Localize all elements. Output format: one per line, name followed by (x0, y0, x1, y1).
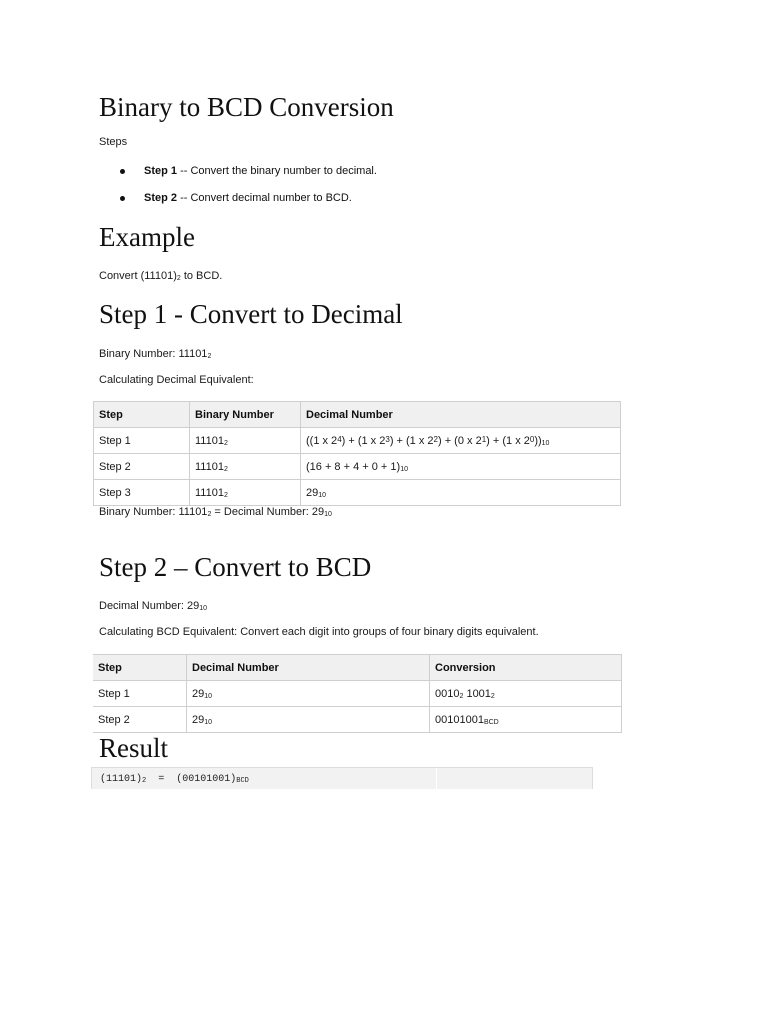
decimal-table (93, 401, 621, 506)
step-label: Step 1 (144, 165, 178, 177)
table-cell: $29_{10}$ (187, 707, 430, 733)
binary-number-text: Binary Number: $11101_2$ (99, 348, 212, 360)
table-cell: $11101_2$ (190, 480, 301, 506)
table-header-row (93, 655, 622, 681)
table-cell: $11101_2$ (190, 454, 301, 480)
step1-heading: Step 1 - Convert to Decimal (99, 299, 403, 329)
result-code-box (91, 767, 593, 789)
calc-decimal-label: Calculating Decimal Equivalent: (99, 374, 254, 386)
step-text: -- Convert the binary number to decimal. (177, 165, 377, 177)
decimal-summary: Binary Number: $11101_2$ = Decimal Number: $29_{10}$ (99, 506, 332, 518)
column-header: Decimal Number (187, 655, 430, 681)
column-header: Step (94, 402, 190, 428)
table-row (93, 707, 622, 733)
table-row (94, 480, 621, 506)
bcd-table (93, 654, 622, 733)
table-cell: Step 2 (94, 454, 190, 480)
example-heading: Example (99, 222, 195, 252)
page-title: Binary to BCD Conversion (99, 92, 394, 122)
step-text: -- Convert decimal number to BCD. (177, 192, 352, 204)
table-cell: $11101_2$ (190, 428, 301, 454)
table-cell: ((1 x $2^4) + (1$ x $2^3) + (1$ x $2^2) + (0$ x $2^1) + (1$ x $2^0))_{10}$ (301, 428, 621, 454)
steps-list (120, 165, 377, 219)
list-item (120, 165, 377, 192)
table-cell: Step 1 (94, 428, 190, 454)
column-divider (436, 768, 437, 789)
table-header-row (94, 402, 621, 428)
table-cell: $(16 + 8 + 4 + 0 + 1)_{10}$ (301, 454, 621, 480)
decimal-number-text: Decimal Number: $29_{10}$ (99, 600, 208, 612)
calc-bcd-label: Calculating BCD Equivalent: Convert each digit into groups of four binary digits equivalent. (99, 626, 539, 638)
table-row (94, 428, 621, 454)
column-header: Conversion (430, 655, 622, 681)
example-text: Convert $(11101)_2$ to BCD. (99, 270, 223, 282)
step-label: Step 2 (144, 192, 178, 204)
table-cell: $0010_2$ $1001_2$ (430, 681, 622, 707)
column-header: Step (93, 655, 187, 681)
result-heading: Result (99, 733, 169, 763)
table-row (94, 454, 621, 480)
result-equation: $(11101)_2 = (00101001)_{BCD}$ (100, 774, 249, 785)
table-cell: $29_{10}$ (301, 480, 621, 506)
list-item (120, 192, 377, 219)
column-header: Binary Number (190, 402, 301, 428)
column-header: Decimal Number (301, 402, 621, 428)
table-cell: Step 1 (93, 681, 187, 707)
table-cell: Step 2 (93, 707, 187, 733)
table-cell: $29_{10}$ (187, 681, 430, 707)
steps-label: Steps (99, 136, 128, 148)
table-cell: Step 3 (94, 480, 190, 506)
table-cell: $00101001_{BCD}$ (430, 707, 622, 733)
step2-heading: Step 2 – Convert to BCD (99, 552, 372, 582)
table-row (93, 681, 622, 707)
